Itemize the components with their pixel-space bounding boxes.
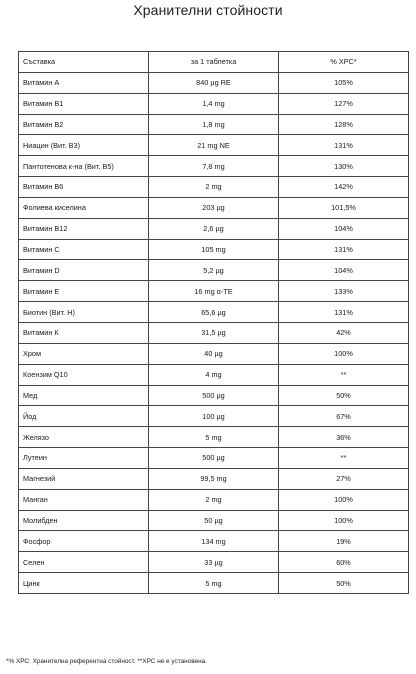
rda-cell: 42% xyxy=(279,322,409,343)
table-row xyxy=(19,239,409,260)
table-row xyxy=(19,135,409,156)
table-row xyxy=(19,93,409,114)
table-row xyxy=(19,260,409,281)
amount-cell: 840 µg RE xyxy=(149,72,279,93)
table-row xyxy=(19,448,409,469)
ingredient-cell: Селен xyxy=(19,552,149,573)
ingredient-cell: Магнезий xyxy=(19,468,149,489)
rda-cell: 67% xyxy=(279,406,409,427)
rda-cell: 100% xyxy=(279,489,409,510)
ingredient-cell: Хром xyxy=(19,343,149,364)
amount-cell: 31,5 µg xyxy=(149,322,279,343)
table-row xyxy=(19,156,409,177)
ingredient-cell: Витамин С xyxy=(19,239,149,260)
table-row xyxy=(19,197,409,218)
rda-cell: 100% xyxy=(279,343,409,364)
amount-cell: 2 mg xyxy=(149,489,279,510)
table-body xyxy=(19,72,409,593)
rda-cell: 131% xyxy=(279,302,409,323)
table-row xyxy=(19,427,409,448)
rda-cell: 19% xyxy=(279,531,409,552)
table-row xyxy=(19,510,409,531)
amount-cell: 50 µg xyxy=(149,510,279,531)
rda-cell: 105% xyxy=(279,72,409,93)
rda-cell: 142% xyxy=(279,177,409,198)
amount-cell: 5 mg xyxy=(149,573,279,594)
ingredient-cell: Фосфор xyxy=(19,531,149,552)
ingredient-cell: Витамин В2 xyxy=(19,114,149,135)
ingredient-cell: Витамин В6 xyxy=(19,177,149,198)
page-title: Хранителни стойности xyxy=(133,2,283,18)
table-row xyxy=(19,302,409,323)
table-row xyxy=(19,72,409,93)
amount-cell: 2,6 µg xyxy=(149,218,279,239)
amount-cell: 33 µg xyxy=(149,552,279,573)
rda-cell: 27% xyxy=(279,468,409,489)
ingredient-cell: Цинк xyxy=(19,573,149,594)
ingredient-cell: Витамин Е xyxy=(19,281,149,302)
ingredient-cell: Пантотенова к-на (Вит. В5) xyxy=(19,156,149,177)
amount-cell: 40 µg xyxy=(149,343,279,364)
ingredient-cell: Витамин К xyxy=(19,322,149,343)
ingredient-cell: Биотин (Вит. Н) xyxy=(19,302,149,323)
table-row xyxy=(19,552,409,573)
footnote: *% ХРС: Хранителна референтна стойност. **ХРС не е установена. xyxy=(6,658,207,665)
rda-cell: 50% xyxy=(279,573,409,594)
table-row xyxy=(19,406,409,427)
amount-cell: 21 mg NE xyxy=(149,135,279,156)
rda-cell: ** xyxy=(279,448,409,469)
rda-cell: 130% xyxy=(279,156,409,177)
rda-cell: ** xyxy=(279,364,409,385)
amount-cell: 65,6 µg xyxy=(149,302,279,323)
header-per-tablet: за 1 таблетка xyxy=(149,52,279,73)
amount-cell: 100 µg xyxy=(149,406,279,427)
table-row xyxy=(19,322,409,343)
amount-cell: 1,8 mg xyxy=(149,114,279,135)
ingredient-cell: Витамин D xyxy=(19,260,149,281)
rda-cell: 104% xyxy=(279,260,409,281)
table-row xyxy=(19,343,409,364)
header-rda-percent: % ХРС* xyxy=(279,52,409,73)
ingredient-cell: Лутеин xyxy=(19,448,149,469)
ingredient-cell: Витамин В1 xyxy=(19,93,149,114)
table-row xyxy=(19,489,409,510)
ingredient-cell: Мед xyxy=(19,385,149,406)
ingredient-cell: Витамин А xyxy=(19,72,149,93)
amount-cell: 134 mg xyxy=(149,531,279,552)
amount-cell: 7,8 mg xyxy=(149,156,279,177)
rda-cell: 60% xyxy=(279,552,409,573)
ingredient-cell: Йод xyxy=(19,406,149,427)
ingredient-cell: Ниацин (Вит. В3) xyxy=(19,135,149,156)
amount-cell: 203 µg xyxy=(149,197,279,218)
table-row xyxy=(19,468,409,489)
amount-cell: 4 mg xyxy=(149,364,279,385)
ingredient-cell: Желязо xyxy=(19,427,149,448)
rda-cell: 128% xyxy=(279,114,409,135)
ingredient-cell: Молибден xyxy=(19,510,149,531)
ingredient-cell: Коензим Q10 xyxy=(19,364,149,385)
table-row xyxy=(19,114,409,135)
rda-cell: 36% xyxy=(279,427,409,448)
amount-cell: 500 µg xyxy=(149,448,279,469)
amount-cell: 1,4 mg xyxy=(149,93,279,114)
amount-cell: 5,2 µg xyxy=(149,260,279,281)
rda-cell: 131% xyxy=(279,239,409,260)
ingredient-cell: Фолиева киселина xyxy=(19,197,149,218)
rda-cell: 101,5% xyxy=(279,197,409,218)
table-row xyxy=(19,281,409,302)
amount-cell: 5 mg xyxy=(149,427,279,448)
amount-cell: 16 mg α-TE xyxy=(149,281,279,302)
rda-cell: 104% xyxy=(279,218,409,239)
amount-cell: 500 µg xyxy=(149,385,279,406)
table-row xyxy=(19,177,409,198)
amount-cell: 2 mg xyxy=(149,177,279,198)
rda-cell: 100% xyxy=(279,510,409,531)
rda-cell: 133% xyxy=(279,281,409,302)
ingredient-cell: Витамин В12 xyxy=(19,218,149,239)
amount-cell: 99,5 mg xyxy=(149,468,279,489)
rda-cell: 127% xyxy=(279,93,409,114)
ingredient-cell: Манган xyxy=(19,489,149,510)
table-row xyxy=(19,218,409,239)
table-row xyxy=(19,531,409,552)
table-header-row xyxy=(19,52,409,73)
table-row xyxy=(19,573,409,594)
table-row xyxy=(19,364,409,385)
header-ingredient: Съставка xyxy=(19,52,149,73)
table-row xyxy=(19,385,409,406)
rda-cell: 131% xyxy=(279,135,409,156)
rda-cell: 50% xyxy=(279,385,409,406)
nutrition-table xyxy=(18,51,409,594)
amount-cell: 105 mg xyxy=(149,239,279,260)
